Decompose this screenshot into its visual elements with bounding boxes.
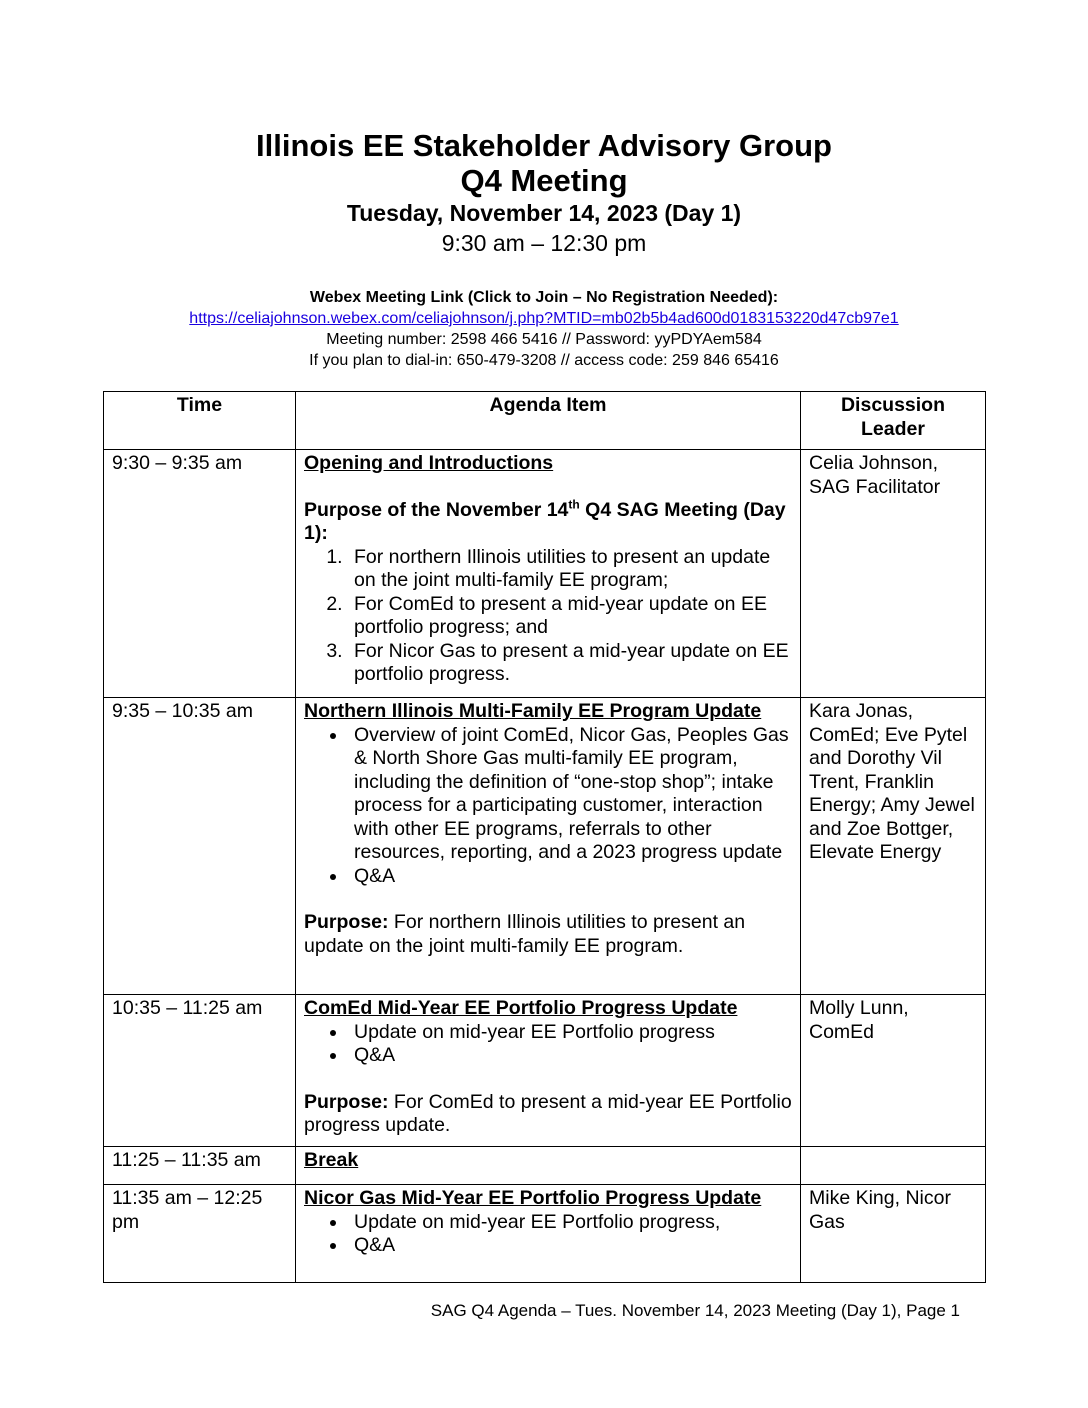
item-title: Nicor Gas Mid-Year EE Portfolio Progress Update	[304, 1187, 762, 1209]
table-row	[104, 1185, 986, 1283]
row-agenda-item	[296, 995, 801, 1147]
row-agenda-item	[296, 1147, 801, 1185]
row-time: 9:35 – 10:35 am	[104, 698, 296, 995]
list-item: 1. For northern Illinois utilities to present an update on the joint multi-family EE program;	[348, 546, 792, 593]
row-time: 10:35 – 11:25 am	[104, 995, 296, 1147]
item-title: ComEd Mid-Year EE Portfolio Progress Update	[304, 997, 738, 1019]
list-item: 3. For Nicor Gas to present a mid-year update on EE portfolio progress.	[348, 640, 792, 687]
table-header-row	[104, 392, 986, 450]
header-discussion-leader: Discussion Leader	[801, 392, 986, 450]
bullet-list	[304, 724, 792, 889]
page-footer: SAG Q4 Agenda – Tues. November 14, 2023 Meeting (Day 1), Page 1	[430, 1301, 960, 1320]
purpose-text: Purpose: For ComEd to present a mid-year EE Portfolio progress update.	[304, 1090, 792, 1136]
objectives-list	[304, 546, 792, 687]
item-title: Opening and Introductions	[304, 452, 554, 474]
table-row	[104, 1147, 986, 1185]
purpose-text: Purpose: For northern Illinois utilities to present an update on the joint multi-family EE program.	[304, 911, 746, 957]
webex-info	[0, 287, 1088, 371]
header-time: Time	[104, 392, 296, 450]
webex-link[interactable]: https://celiajohnson.webex.com/celiajohnson/j.php?MTID=mb02b5b4ad600d0183153220d47cb97e1	[189, 310, 899, 327]
meeting-date: Tuesday, November 14, 2023 (Day 1)	[346, 200, 742, 226]
row-leader: Mike King, Nicor Gas	[801, 1185, 986, 1283]
list-item: • Q&A	[348, 1234, 792, 1258]
row-agenda-item	[296, 1185, 801, 1283]
meeting-time: 9:30 am – 12:30 pm	[441, 230, 647, 256]
item-title: Break	[304, 1149, 359, 1171]
list-item: 2. For ComEd to present a mid-year update on EE portfolio progress; and	[348, 593, 792, 640]
purpose-heading: Purpose of the November 14th Q4 SAG Meeting (Day 1):	[304, 497, 786, 544]
row-time: 11:35 am – 12:25 pm	[104, 1185, 296, 1283]
list-item: • Update on mid-year EE Portfolio progress	[348, 1021, 792, 1045]
row-leader: Kara Jonas, ComEd; Eve Pytel and Dorothy Vil Trent, Franklin Energy; Amy Jewel and Zoe Bottger, Elevate Energy	[801, 698, 986, 995]
table-row	[104, 995, 986, 1147]
list-item: • Q&A	[348, 865, 792, 889]
webex-label: Webex Meeting Link (Click to Join – No Registration Needed):	[309, 289, 779, 306]
bullet-list	[304, 1021, 792, 1068]
row-leader	[801, 1147, 986, 1185]
row-leader: Molly Lunn, ComEd	[801, 995, 986, 1147]
list-item: • Overview of joint ComEd, Nicor Gas, Peoples Gas & North Shore Gas multi-family EE program, including the definition of “one-stop shop”; intake process for a participating customer, interaction with other EE programs, referrals to other resources, reporting, and a 2023 progress update	[348, 724, 792, 865]
list-item: • Q&A	[348, 1044, 792, 1068]
row-time: 9:30 – 9:35 am	[104, 450, 296, 698]
dialin-info: If you plan to dial-in: 650-479-3208 // access code: 259 846 65416	[309, 352, 779, 369]
header-agenda-item: Agenda Item	[296, 392, 801, 450]
row-agenda-item	[296, 450, 801, 698]
agenda-table	[103, 391, 986, 1283]
item-title: Northern Illinois Multi-Family EE Program Update	[304, 700, 762, 722]
document-header	[0, 128, 1088, 259]
table-row	[104, 450, 986, 698]
meeting-name: Q4 Meeting	[460, 163, 628, 198]
row-agenda-item	[296, 698, 801, 995]
row-time: 11:25 – 11:35 am	[104, 1147, 296, 1185]
table-row	[104, 698, 986, 995]
bullet-list	[304, 1211, 792, 1258]
list-item: • Update on mid-year EE Portfolio progress,	[348, 1211, 792, 1235]
document-title: Illinois EE Stakeholder Advisory Group	[256, 128, 832, 163]
meeting-number: Meeting number: 2598 466 5416 // Password: yyPDYAem584	[326, 331, 762, 348]
row-leader: Celia Johnson, SAG Facilitator	[801, 450, 986, 698]
